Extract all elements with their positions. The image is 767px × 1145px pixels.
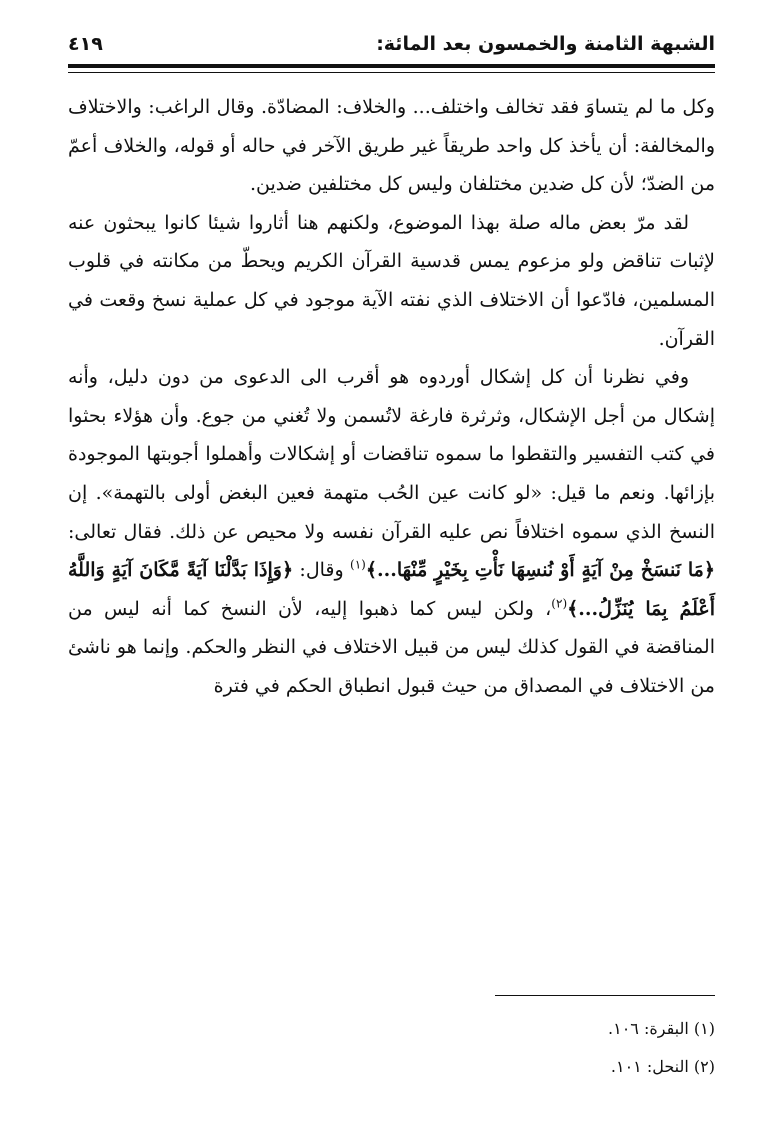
chapter-title: الشبهة الثامنة والخمسون بعد المائة: <box>376 33 715 55</box>
paragraph-3-text-c: ، ولكن ليس كما ذهبوا إليه، لأن النسخ كما أنه ليس من المناقضة في القول كذلك ليس من قبيل الاختلاف في النظر والحكم. وإنما هو ناشئ من الاختلاف في المصداق من حيث قبول انطباق الحكم في فترة <box>68 597 715 697</box>
page-number: ٤١٩ <box>68 33 103 55</box>
paragraph-1: وكل ما لم يتساوَ فقد تخالف واختلف... والخلاف: المضادّة. وقال الراغب: والاختلاف والمخالفة: أن يأخذ كل واحد طريقاً غير طريق الآخر في حاله أو قوله، والخلاف أعمّ من الضدّ؛ لأن كل ضدين مختلفان وليس كل مختلفين ضدين. <box>68 96 715 196</box>
footnote-ref-1[interactable]: (١) <box>350 557 366 572</box>
header-rule-thin <box>68 72 715 73</box>
footnote-separator <box>495 995 715 996</box>
paragraph-3 <box>68 358 715 705</box>
paragraph-3-text-a: وفي نظرنا أن كل إشكال أوردوه هو أقرب الى الدعوى من دون دليل، وأنه إشكال من أجل الإشكال، وثرثرة فارغة لاتُسمن ولا تُغني من جوع. وأن هؤلاء بحثوا في كتب التفسير والتقطوا ما سموه تناقضات أو إشكالات وأهملوا أجوبتها الموجودة بإزائها. ونعم ما قيل: «لو كانت عين الحُب متهمة فعين البغض أولى بالتهمة». إن النسخ الذي سموه اختلافاً نص عليه القرآن نفسه ولا محيص عن ذلك. فقال تعالى: <box>68 366 715 543</box>
paragraph-3-text-b: وقال: <box>293 559 351 582</box>
header-rule-thick <box>68 64 715 68</box>
footnote-1: (١) البقرة: ١٠٦. <box>608 1019 715 1038</box>
footnotes <box>68 1010 715 1086</box>
quran-verse-1: ﴿مَا نَنسَخْ مِنْ آيَةٍ أَوْ نُنسِهَا نَأْتِ بِخَيْرٍ مِّنْهَا...﴾ <box>365 559 715 582</box>
paragraph-2: لقد مرّ بعض ماله صلة بهذا الموضوع، ولكنهم هنا أثاروا شيئا كانوا يبحثون عنه لإثبات تناقض ولو مزعوم يمس قدسية القرآن الكريم ويحطّ من مكانته في قلوب المسلمين، فادّعوا أن الاختلاف الذي نفته الآية موجود في كل عملية نسخ وقعت في القرآن. <box>68 211 715 350</box>
main-text <box>68 88 715 706</box>
running-header <box>68 28 715 60</box>
footnote-2: (٢) النحل: ١٠١. <box>610 1057 715 1076</box>
footnote-ref-2[interactable]: (٢) <box>551 596 568 611</box>
quran-verse-2: ﴿وَإِذَا بَدَّلْنَا آيَةً مَّكَانَ آيَةٍ وَاللَّهُ أَعْلَمُ بِمَا يُنَزِّلُ...﴾ <box>68 559 715 620</box>
